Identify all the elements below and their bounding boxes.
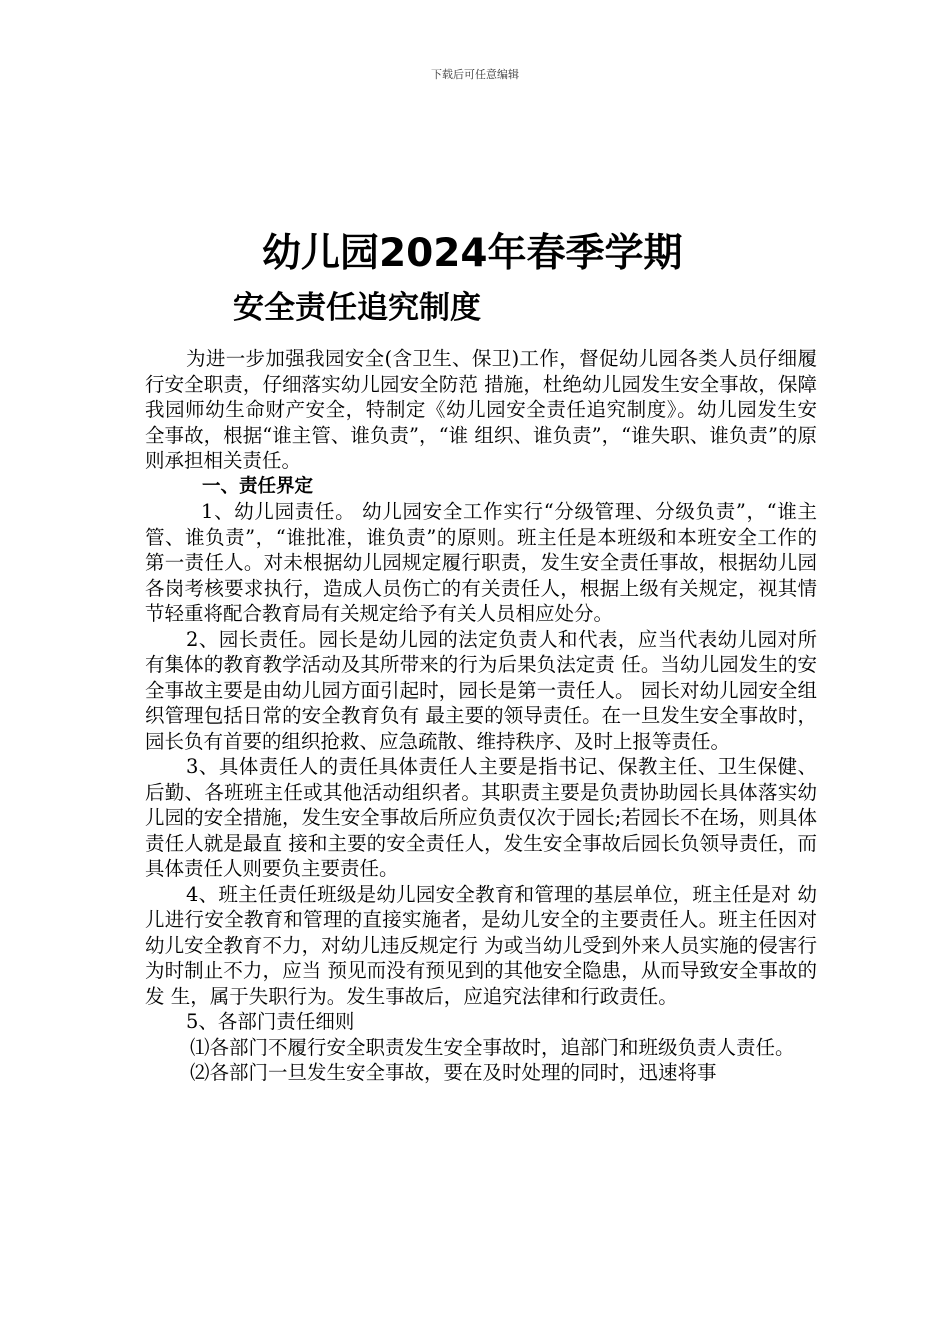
item-2-paragraph: 2、园长责任。园长是幼儿园的法定负责人和代表，应当代表幼儿园对所有集体的教育教学活动及其所带来的行为后果负法定责 任。当幼儿园发生的安全事故主要是由幼儿园方面引起时，园长是第一责任人。 园长对幼儿园安全组织管理包括日常的安全教育负有 最主要的领导责任。在一旦发生安全事故时，园长负有首要的组织抢救、应急疏散、维持秩序、及时上报等责任。 bbox=[145, 627, 817, 753]
section-heading: 一、责任界定 bbox=[202, 475, 314, 497]
item-5-heading: 5、各部门责任细则 bbox=[186, 1010, 355, 1033]
intro-paragraph: 为进一步加强我园安全(含卫生、保卫)工作，督促幼儿园各类人员仔细履行安全职责，仔细落实幼儿园安全防范 措施，杜绝幼儿园发生安全事故，保障我园师幼生命财产安全，特制定《幼儿园安全责任追究制度》。幼儿园发生安全事故，根据“谁主管、谁负责”，“谁 组织、谁负责”，“谁失职、谁负责”的原则承担相关责任。 bbox=[145, 347, 817, 472]
document-body bbox=[145, 346, 817, 1086]
item-1-paragraph: 1、幼儿园责任。 幼儿园安全工作实行“分级管理、分级负责”，“谁主管、谁负责”，“谁批准，谁负责”的原则。班主任是本班级和本班安全工作的第一责任人。对未根据幼儿园规定履行职责，发生安全责任事故，根据幼儿园各岗考核要求执行，造成人员伤亡的有关责任人，根据上级有关规定，视其情节轻重将配合教育局有关规定给予有关人员相应处分。 bbox=[145, 500, 817, 625]
item-5-1-paragraph: ⑴各部门不履行安全职责发生安全事故时，追部门和班级负责人责任。 bbox=[190, 1035, 795, 1059]
item-3-paragraph: 3、具体责任人的责任具体责任人主要是指书记、保教主任、卫生保健、后勤、各班班主任或其他活动组织者。其职责主要是负责协助园长具体落实幼儿园的安全措施，发生安全事故后所应负责仅次于园长;若园长不在场，则具体责任人就是最直 接和主要的安全责任人，发生安全事故后园长负领导责任，而具体责任人则要负主要责任。 bbox=[145, 755, 817, 880]
item-4-paragraph: 4、班主任责任班级是幼儿园安全教育和管理的基层单位，班主任是对 幼儿进行安全教育和管理的直接实施者，是幼儿安全的主要责任人。班主任因对幼儿安全教育不力，对幼儿违反规定行 为或当幼儿受到外来人员实施的侵害行为时制止不力，应当 预见而没有预见到的其他安全隐患，从而导致安全事故的发 生，属于失职行为。发生事故后，应追究法律和行政责任。 bbox=[145, 882, 817, 1008]
document-subtitle: 安全责任追究制度 bbox=[233, 290, 481, 326]
document-title: 幼儿园2024年春季学期 bbox=[262, 231, 683, 276]
item-5-2-paragraph: ⑵各部门一旦发生安全事故，要在及时处理的同时，迅速将事 bbox=[190, 1061, 717, 1084]
header-note: 下载后可任意编辑 bbox=[431, 68, 519, 81]
